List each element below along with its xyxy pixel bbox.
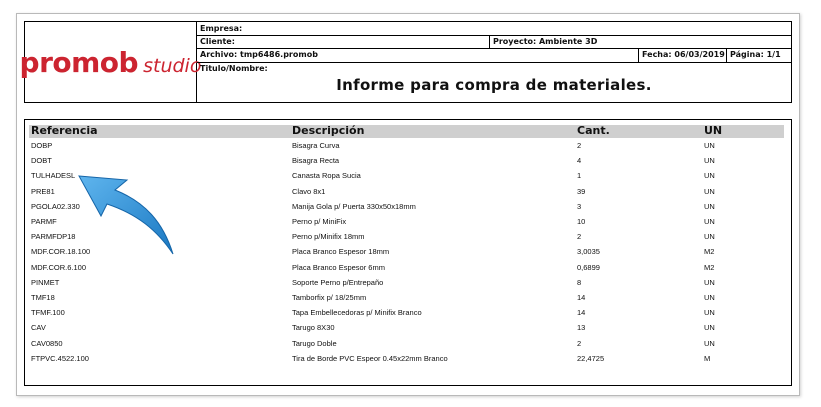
cell-un: UN [704, 217, 715, 226]
cell-cantidad: 1 [577, 171, 582, 181]
col-un: UN [704, 124, 723, 137]
archivo-row [197, 48, 791, 63]
cell-referencia: TULHADESL [31, 171, 76, 181]
cell-cantidad: 22,4725 [577, 353, 605, 363]
cell-cantidad: 4 [577, 156, 582, 166]
cell-referencia: TFMF.100 [31, 308, 65, 318]
table-row [29, 337, 784, 352]
cell-referencia: MDF.COR.18.100 [31, 247, 91, 257]
table-row [29, 291, 784, 306]
cell-descripcion: Tamborfix p/ 18/25mm [292, 293, 367, 302]
cell-cantidad: 2 [577, 141, 582, 150]
cell-un: UN [704, 232, 715, 242]
cell-referencia: DOBT [31, 156, 52, 166]
cell-cantidad: 3 [577, 201, 582, 211]
cell-descripcion: Bisagra Curva [292, 141, 340, 150]
cell-descripcion: Tarugo 8X30 [292, 323, 335, 333]
cell-cantidad: 39 [577, 186, 586, 196]
cell-referencia: PGOLA02.330 [31, 201, 80, 211]
cell-referencia: DOBP [31, 141, 53, 150]
cell-descripcion: Perno p/Minifix 18mm [292, 232, 365, 242]
cell-referencia: TMF18 [31, 293, 55, 302]
cell-descripcion: Manija Gola p/ Puerta 330x50x18mm [292, 201, 416, 211]
cell-referencia: PARMFDP18 [31, 232, 76, 242]
table-row [29, 352, 784, 367]
fecha-label: Fecha: 06/03/2019 [638, 48, 726, 62]
table-row [29, 276, 784, 291]
table-row [29, 139, 784, 154]
col-descripcion: Descripción [292, 124, 365, 137]
cell-referencia: CAV [31, 323, 46, 333]
logo-word: promob [19, 45, 139, 79]
empresa-row [197, 22, 791, 36]
cell-un: M2 [704, 262, 715, 272]
cliente-row [197, 35, 791, 49]
report-title: Informe para compra de materiales. [336, 76, 652, 94]
cell-referencia: PINMET [31, 277, 60, 287]
cell-descripcion: Placa Branco Espesor 6mm [292, 262, 385, 272]
report-page [16, 13, 800, 396]
cell-cantidad: 2 [577, 338, 582, 348]
archivo-label: Archivo: tmp6486.promob [200, 50, 318, 59]
table-row [29, 321, 784, 336]
cell-un: UN [704, 141, 715, 150]
promob-logo [19, 22, 202, 102]
cell-descripcion: Tapa Embellecedoras p/ Minifix Branco [292, 308, 422, 318]
cell-referencia: CAV0850 [31, 338, 63, 348]
titulo-label: Titulo/Nombre: [200, 64, 268, 73]
col-referencia: Referencia [31, 124, 98, 137]
cell-descripcion: Canasta Ropa Sucia [292, 171, 361, 181]
cell-un: UN [704, 277, 715, 287]
proyecto-label: Proyecto: Ambiente 3D [489, 35, 791, 48]
empresa-label: Empresa: [200, 24, 243, 33]
cell-un: M [704, 353, 711, 363]
cell-descripcion: Bisagra Recta [292, 156, 340, 166]
report-header [19, 21, 792, 103]
cell-un: UN [704, 293, 715, 302]
cell-cantidad: 8 [577, 277, 582, 287]
cell-cantidad: 0,6899 [577, 262, 600, 272]
cell-descripcion: Clavo 8x1 [292, 186, 326, 196]
cell-cantidad: 10 [577, 217, 586, 226]
cell-descripcion: Tarugo Doble [292, 338, 337, 348]
cell-descripcion: Placa Branco Espesor 18mm [292, 247, 390, 257]
cell-cantidad: 14 [577, 293, 586, 302]
cell-cantidad: 2 [577, 232, 582, 242]
table-row [29, 261, 784, 276]
table-row [29, 306, 784, 321]
col-cantidad: Cant. [577, 124, 610, 137]
curved-arrow-icon [77, 174, 189, 259]
logo-sub: studio [143, 54, 202, 77]
cell-un: UN [704, 171, 715, 181]
cell-referencia: FTPVC.4522.100 [31, 353, 89, 363]
cell-referencia: MDF.COR.6.100 [31, 262, 87, 272]
cell-un: UN [704, 201, 715, 211]
cell-descripcion: Tira de Borde PVC Espeor 0.45x22mm Branco [292, 353, 448, 363]
cell-descripcion: Perno p/ MiniFix [292, 217, 347, 226]
cell-cantidad: 3,0035 [577, 247, 600, 257]
pagina-label: Página: 1/1 [726, 48, 791, 62]
cell-cantidad: 14 [577, 308, 586, 318]
cell-un: UN [704, 308, 715, 318]
cell-un: UN [704, 338, 715, 348]
cliente-label: Cliente: [200, 37, 235, 46]
cell-cantidad: 13 [577, 323, 586, 333]
cell-un: UN [704, 323, 715, 333]
cell-un: UN [704, 186, 715, 196]
cell-descripcion: Soporte Perno p/Entrepaño [292, 277, 384, 287]
table-header [29, 125, 784, 138]
cell-referencia: PRE81 [31, 186, 55, 196]
cell-un: M2 [704, 247, 715, 257]
cell-referencia: PARMF [31, 217, 57, 226]
cell-un: UN [704, 156, 715, 166]
table-row [29, 154, 784, 169]
